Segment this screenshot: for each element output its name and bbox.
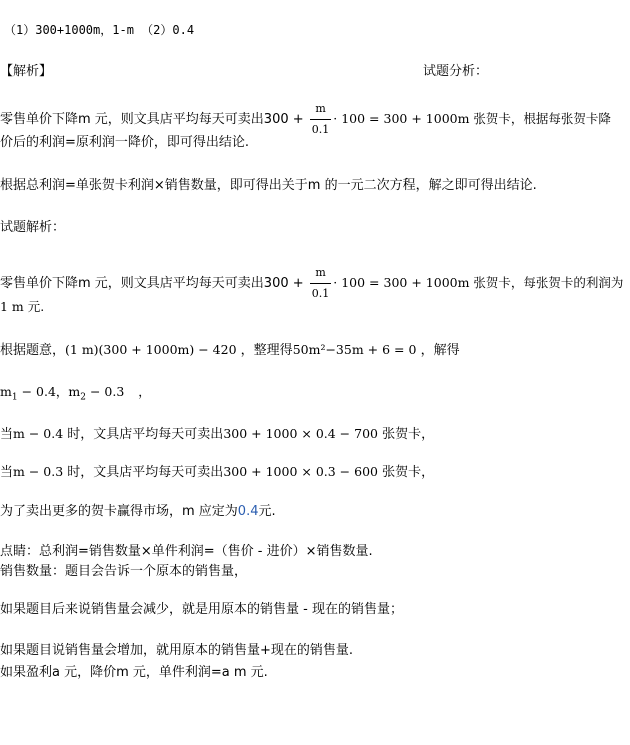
solution-s6-value: 0.4 (237, 504, 259, 519)
solution-title: 试题解析： (0, 220, 66, 235)
solution-step-4 (0, 424, 434, 445)
solution-step-1-line-1 (0, 266, 623, 301)
solution-s5-text-b: 时，文具店平均每天可卖出 (63, 465, 224, 480)
answer-line: （1）300+1000m，1-m （2）0.4 (4, 23, 195, 37)
fraction-numerator: m (310, 266, 332, 284)
solution-step-3-roots (0, 382, 151, 402)
root-2-sub: 2 (80, 392, 86, 403)
solution-s2-text-a: 根据题意， (0, 343, 66, 358)
root-1-sub: 1 (11, 392, 18, 403)
tip-line-3: 如果题目后来说销售量会减少，就是用原本的销售量 - 现在的销售量； (0, 602, 403, 617)
fraction-denominator: 0.1 (311, 287, 330, 300)
root-2-value: − 0.3 (85, 384, 125, 399)
fraction-numerator: m (310, 102, 332, 120)
analysis-paragraph-2: 根据总利润=单张贺卡利润×销售数量，即可得出关于m 的一元二次方程，解之即可得出结论. (0, 178, 537, 193)
solution-s6-text-a: 为了卖出更多的贺卡赢得市场，m 应定为 (0, 504, 238, 519)
solution-s4-text-b: 时，文具店平均每天可卖出 (63, 427, 224, 442)
analysis-paragraph-1-line-1 (0, 102, 611, 137)
solution-s2-equation-2: 50m²−35m + 6 = 0 (292, 342, 417, 357)
solution-s2-text-c: ，解得 (420, 343, 460, 358)
root-1-value: − 0.4，m (17, 384, 81, 399)
solution-s6-text-b: 元. (258, 504, 276, 519)
solution-step-5 (0, 462, 434, 483)
solution-s1-text-a: 零售单价下降m 元，则文具店平均每天可卖出300 + (0, 276, 308, 291)
tip-line-4: 如果题目说销售量会增加，就用原本的销售量+现在的销售量. (0, 643, 354, 658)
analysis-tag: 【解析】 (0, 64, 53, 79)
analysis-p1-text-b: · 100 = 300 + 1000m 张贺卡，根据每张贺卡降 (333, 111, 611, 126)
solution-s4-text-a: 当 (0, 427, 14, 442)
solution-s4-equation: m − 0.4 (13, 426, 64, 441)
analysis-title: 试题分析： (423, 64, 489, 79)
solution-s5-text-a: 当 (0, 465, 14, 480)
fraction-denominator: 0.1 (311, 123, 330, 136)
solution-step-1-line-2: 1 m 元. (0, 299, 45, 314)
solution-step-6 (0, 502, 276, 522)
solution-s4-text-c: 张贺卡， (377, 427, 435, 442)
solution-s2-text-b: ，整理得 (240, 343, 293, 358)
solution-s5-equation: m − 0.3 (13, 464, 64, 479)
solution-s1-text-b: · 100 = 300 + 1000m 张贺卡，每张贺卡的利润为 (333, 275, 624, 290)
analysis-paragraph-1-line-2: 价后的利润=原利润一降价，即可得出结论. (0, 135, 250, 150)
root-1-var: m (0, 384, 12, 399)
analysis-p1-text-a: 零售单价下降m 元，则文具店平均每天可卖出300 + (0, 112, 308, 127)
root-end: ， (138, 384, 151, 399)
solution-step-2 (0, 340, 460, 361)
analysis-p1-fraction (310, 102, 332, 137)
solution-s4-calc: 300 + 1000 × 0.4 − 700 (223, 426, 378, 441)
tip-line-1: 点睛：总利润=销售数量×单件利润=（售价 - 进价）×销售数量. (0, 544, 373, 559)
solution-s5-calc: 300 + 1000 × 0.3 − 600 (223, 464, 378, 479)
tip-line-5: 如果盈利a 元，降价m 元，单件利润=a m 元. (0, 665, 268, 680)
solution-s5-text-c: 张贺卡， (377, 465, 435, 480)
solution-s2-equation: (1 m)(300 + 1000m) − 420 (65, 342, 237, 357)
solution-s1-fraction (310, 266, 332, 301)
tip-line-2: 销售数量：题目会告诉一个原本的销售量， (0, 564, 248, 579)
